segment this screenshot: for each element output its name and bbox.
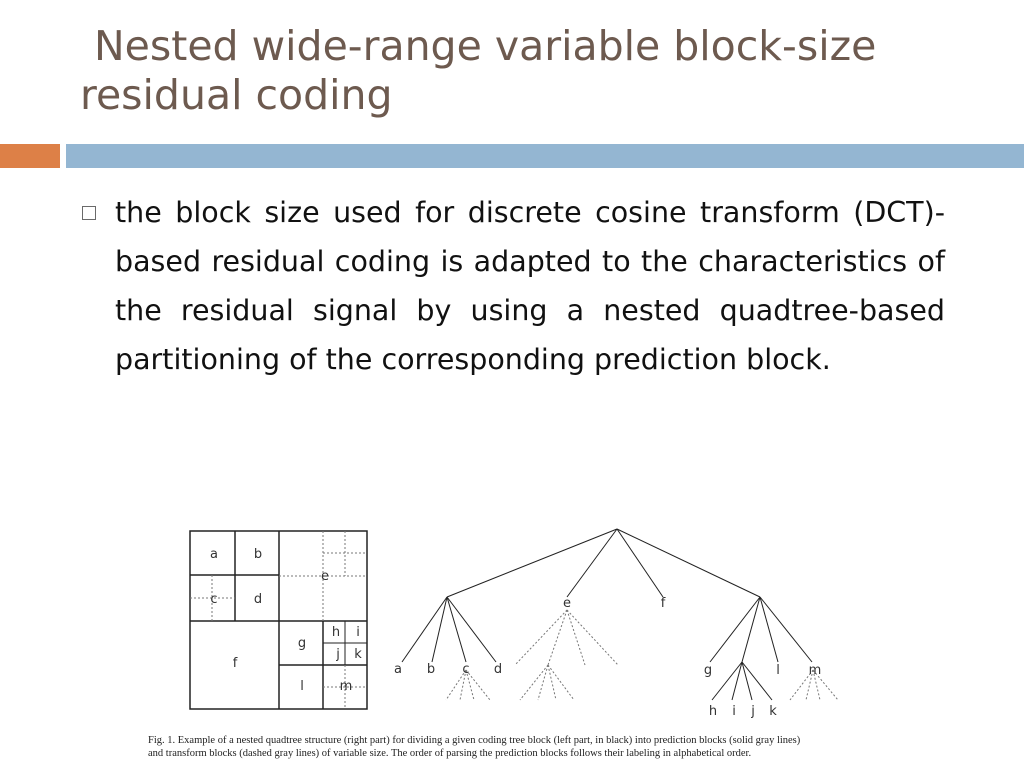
grid-label-g: g [297, 636, 307, 651]
grid-label-k: k [354, 647, 362, 662]
quadtree-labels [394, 596, 821, 719]
grid-label-a: a [210, 547, 218, 562]
tree-label-i: i [732, 704, 736, 719]
grid-label-c: c [210, 592, 218, 607]
slide-title: Nested wide-range variable block-size residual coding [80, 22, 877, 119]
quadtree-figure [0, 520, 1024, 734]
tree-label-d: d [493, 662, 503, 677]
grid-label-e: e [321, 569, 329, 584]
grid-label-b: b [253, 547, 263, 562]
grid-label-d: d [253, 592, 263, 607]
quadtree-dashed-edges [446, 610, 838, 700]
grid-label-i: i [356, 625, 360, 640]
tree-label-b: b [426, 662, 436, 677]
tree-label-j: j [751, 704, 755, 719]
caption-line-2: and transform blocks (dashed gray lines) of variable size. The order of parsing the prediction blocks follows their labeling in alphabetical order. [148, 748, 752, 759]
caption-line-1: Fig. 1. Example of a nested quadtree structure (right part) for dividing a given coding tree block (left part, in black) into prediction blocks (solid gray lines) [148, 735, 801, 746]
tree-label-e: e [563, 596, 571, 611]
title-accent-bar-blue [66, 144, 1024, 168]
title-accent-bar-orange [0, 144, 60, 168]
tree-label-l: l [776, 663, 780, 678]
tree-label-k: k [769, 704, 777, 719]
figure-caption [148, 734, 888, 760]
bullet-text: the block size used for discrete cosine transform (DCT)-based residual coding is adapted to the characteristics of the residual signal by using a nested quadtree-based partitioning of the corresponding prediction block. [115, 196, 945, 376]
tree-label-f: f [660, 596, 666, 611]
tree-label-h: h [708, 704, 718, 719]
grid-label-m: m [339, 679, 353, 694]
grid-label-f: f [232, 656, 238, 671]
grid-label-h: h [331, 625, 341, 640]
tree-label-a: a [394, 662, 402, 677]
tree-label-m: m [808, 663, 822, 678]
grid-label-l: l [300, 679, 304, 694]
grid-label-j: j [336, 647, 340, 662]
tree-label-g: g [703, 663, 713, 678]
tree-label-c: c [462, 662, 470, 677]
square-bullet-icon [82, 206, 96, 220]
